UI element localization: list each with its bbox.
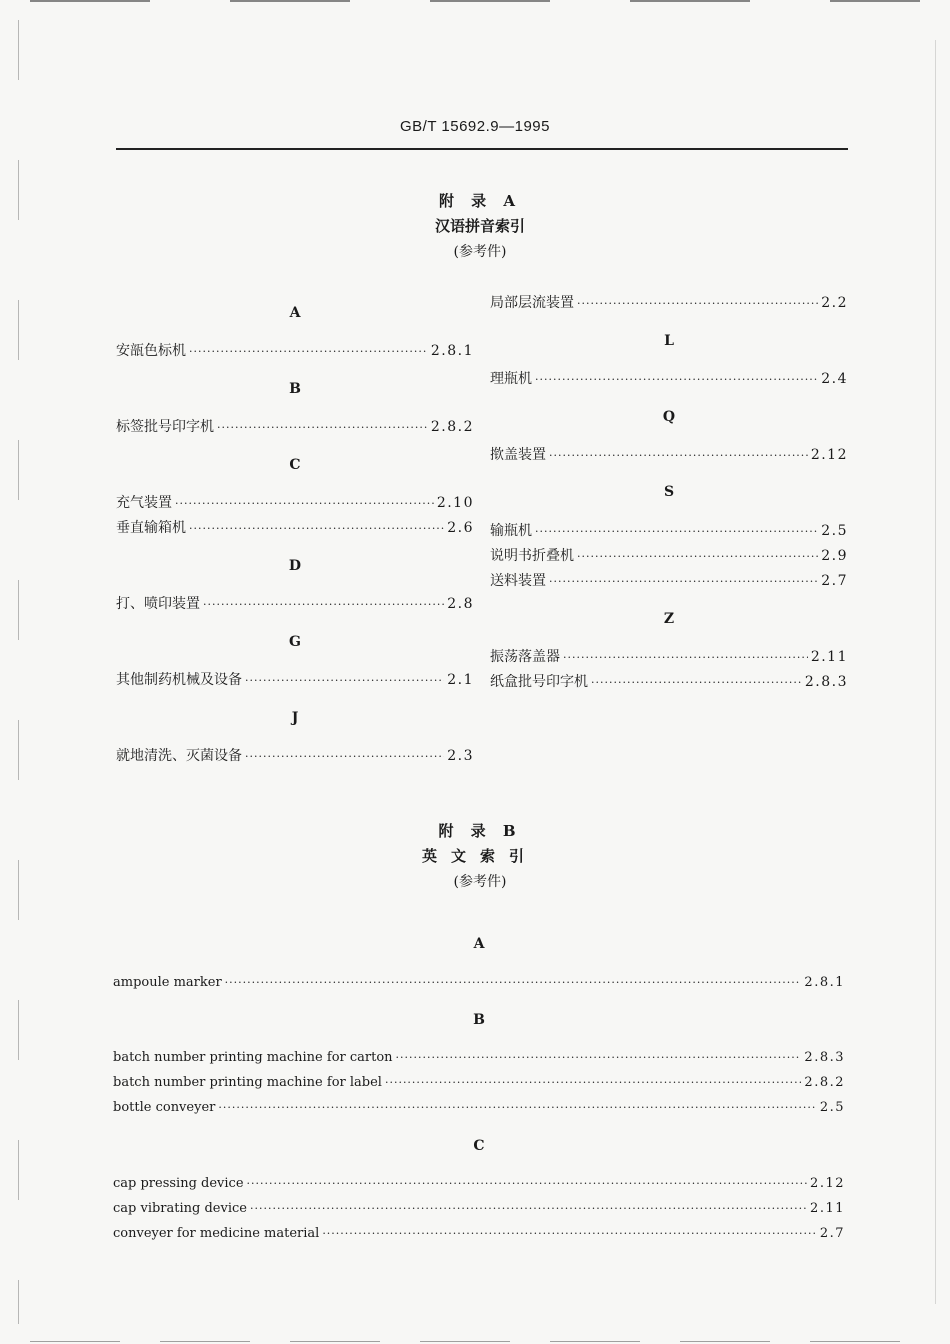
leader-dots [396,1049,802,1067]
entry-term: 输瓶机 [490,523,532,539]
index-entry [113,1200,845,1218]
entry-term: 安瓿色标机 [116,343,186,359]
entry-term: 垂直输箱机 [116,520,186,536]
index-entry [113,1049,845,1067]
entry-ref: 2.12 [810,1176,845,1191]
entry-ref: 2.3 [447,748,474,764]
scan-edge-bottom [30,1341,920,1342]
entry-ref: 2.6 [447,520,474,536]
section-letter: A [473,936,485,952]
entry-term: 就地清洗、灭菌设备 [116,748,242,764]
entry-ref: 2.4 [821,371,848,387]
entry-ref: 2.12 [810,447,848,463]
entry-term: 其他制药机械及设备 [116,672,242,688]
entry-ref: 2.8.1 [430,343,474,359]
entry-term: conveyer for medicine material [113,1226,320,1241]
leader-dots [218,1099,816,1117]
entry-term: 充气装置 [116,495,172,511]
appendix-b-note: (参考件) [453,874,507,890]
entry-term: 振荡落盖器 [490,649,560,665]
entry-term: cap pressing device [113,1176,244,1191]
section-letter: G [289,634,301,650]
leader-dots [322,1225,817,1243]
appendix-a-title: 汉语拼音索引 [434,217,525,235]
entry-ref: 2.7 [819,1226,845,1241]
entry-term: 局部层流装置 [490,295,574,311]
index-entry [113,974,845,992]
entry-term: 打、喷印装置 [116,596,200,612]
entry-ref: 2.5 [819,1100,845,1115]
index-entry [113,1099,845,1117]
entry-term: 说明书折叠机 [490,548,574,564]
entry-ref: 2.5 [821,523,848,539]
entry-term: 纸盒批号印字机 [490,674,588,690]
entry-ref: 2.7 [821,573,848,589]
entry-term: batch number printing machine for label [113,1075,382,1090]
index-entry [113,1074,845,1092]
section-letter: D [288,558,302,574]
standard-number: GB/T 15692.9—1995 [400,118,550,135]
appendix-a-note: (参考件) [453,244,507,260]
entry-ref: 2.2 [821,295,848,311]
section-letter: Q [662,409,676,425]
entry-term: cap vibrating device [113,1201,247,1216]
appendix-b-label: 附 录 B [438,822,522,840]
section-letter: C [473,1138,485,1154]
entry-ref: 2.8.2 [430,419,474,435]
entry-ref: 2.8.1 [804,975,845,990]
section-letter: B [289,381,301,397]
entry-ref: 2.11 [810,649,848,665]
entry-ref: 2.1 [447,672,474,688]
appendix-a-label: 附 录 A [438,192,522,210]
entry-term: ampoule marker [113,975,222,990]
entry-term: batch number printing machine for carton [113,1050,393,1065]
entry-term: 揿盖装置 [490,447,546,463]
english-index [113,0,845,1300]
entry-ref: 2.11 [810,1201,845,1216]
section-letter: J [291,710,299,726]
index-entry [113,1175,845,1193]
section-letter: A [289,305,301,321]
entry-ref: 2.8.2 [804,1075,845,1090]
entry-term: 送料装置 [490,573,546,589]
appendix-b-title: 英文索引 [421,847,538,865]
entry-ref: 2.8.3 [804,1050,845,1065]
entry-ref: 2.9 [821,548,848,564]
entry-term: 标签批号印字机 [116,419,214,435]
section-letter: B [473,1012,485,1028]
entry-ref: 2.8.3 [804,674,848,690]
leader-dots [247,1175,808,1193]
entry-ref: 2.10 [436,495,474,511]
section-letter: L [664,333,674,349]
entry-term: 理瓶机 [490,371,532,387]
leader-dots [385,1074,801,1092]
index-entry [113,1225,845,1243]
leader-dots [250,1200,807,1218]
section-letter: C [289,457,301,473]
entry-term: bottle conveyer [113,1100,216,1115]
leader-dots [225,974,802,992]
section-letter: Z [663,611,675,627]
entry-ref: 2.8 [447,596,474,612]
section-letter: S [663,484,675,500]
